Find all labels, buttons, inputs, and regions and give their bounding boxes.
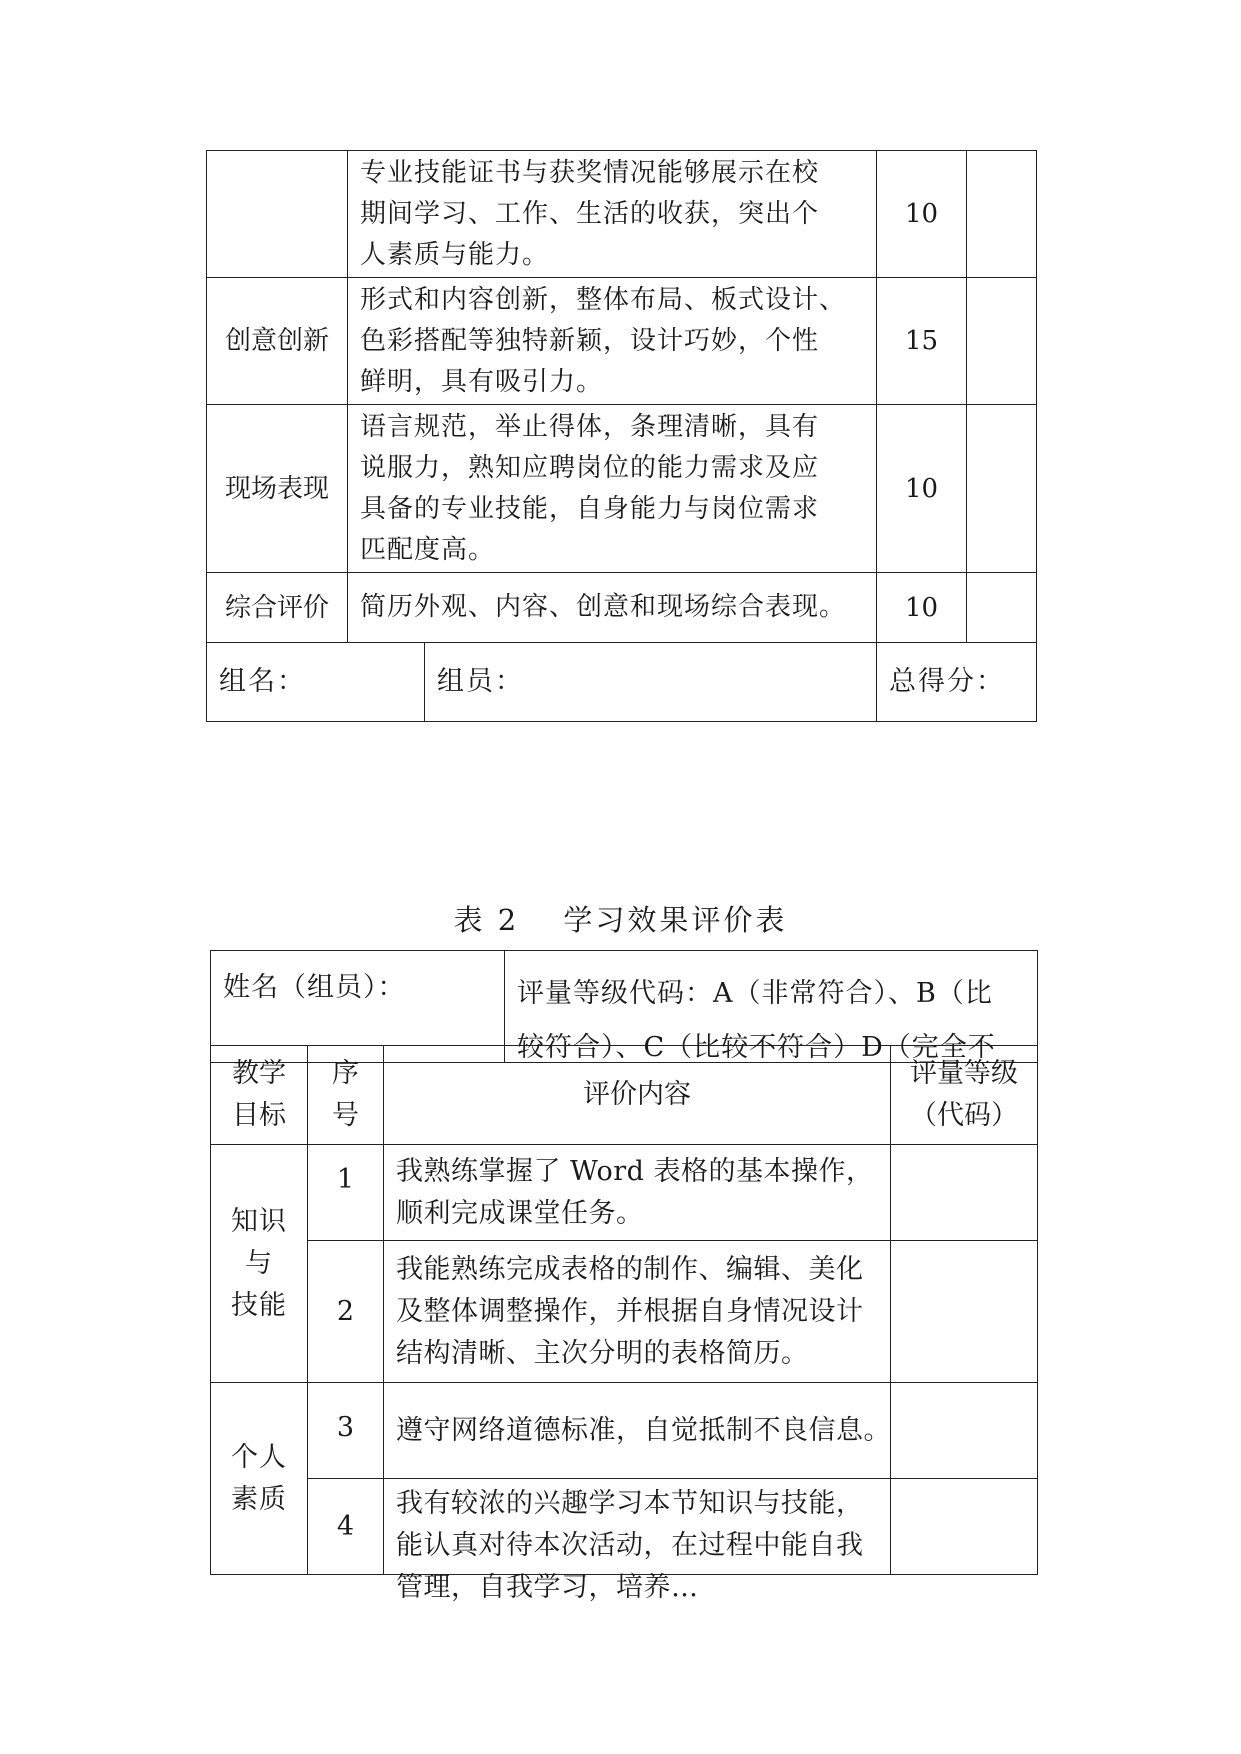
- criteria-score: 10: [877, 573, 967, 643]
- criteria-description: [348, 278, 877, 405]
- header-line: 评量等级: [910, 1058, 1018, 1089]
- desc-line: 人素质与能力。: [360, 239, 550, 270]
- header-line: 号: [332, 1100, 359, 1131]
- footer-row: [207, 643, 1037, 722]
- content-line: 我有较浓的兴趣学习本节知识与技能，: [396, 1488, 864, 1519]
- item-content: [384, 1145, 891, 1241]
- criteria-row: [207, 405, 1037, 573]
- item-content: [384, 1241, 891, 1383]
- goal-line: 与: [245, 1247, 273, 1279]
- content-line: 顺利完成课堂任务。: [396, 1197, 644, 1229]
- criteria-row: [207, 151, 1037, 278]
- item-number: 3: [308, 1383, 384, 1479]
- table-caption: 表 2 学习效果评价表: [453, 903, 788, 937]
- content-line: 管理，自我学习，培养…: [396, 1572, 699, 1603]
- goal-line: 知识: [231, 1205, 287, 1237]
- grade-input-cell[interactable]: [891, 1479, 1038, 1575]
- desc-line: 简历外观、内容、创意和现场综合表现。: [360, 592, 847, 622]
- content-line: 能认真对待本次活动，在过程中能自我: [396, 1530, 864, 1561]
- content-line: 及整体调整操作，并根据自身情况设计: [396, 1295, 864, 1327]
- criteria-item: 现场表现: [207, 405, 348, 573]
- desc-line: 形式和内容创新，整体布局、板式设计、: [360, 284, 847, 315]
- criteria-mark-cell[interactable]: [967, 278, 1037, 405]
- members-field[interactable]: 组员：: [425, 643, 877, 722]
- header-line: （代码）: [910, 1100, 1018, 1131]
- desc-line: 具备的专业技能，自身能力与岗位需求: [360, 493, 820, 524]
- header-line: 教学: [232, 1058, 286, 1089]
- content-line: 我熟练掌握了 Word 表格的基本操作，: [396, 1155, 874, 1187]
- goal-cell: [211, 1145, 308, 1383]
- col-header-goal: [211, 1046, 308, 1145]
- evaluation-row: [211, 1479, 1038, 1575]
- header-line: 目标: [232, 1100, 286, 1131]
- grade-code-line: 较符合）、C（比较不符合）D（完全不: [517, 1032, 996, 1063]
- desc-line: 匹配度高。: [360, 534, 496, 565]
- evaluation-row: [211, 1145, 1038, 1241]
- content-line: 结构清晰、主次分明的表格简历。: [396, 1337, 809, 1369]
- criteria-row: [207, 278, 1037, 405]
- criteria-item: 创意创新: [207, 278, 348, 405]
- evaluation-table: [210, 1045, 1038, 1603]
- content-line: 我能熟练完成表格的制作、编辑、美化: [396, 1253, 864, 1285]
- criteria-description: [348, 151, 877, 278]
- item-number: 2: [308, 1241, 384, 1383]
- evaluation-row: [211, 1241, 1038, 1383]
- criteria-score: 10: [877, 151, 967, 278]
- grade-input-cell[interactable]: [891, 1145, 1038, 1241]
- goal-line: 素质: [231, 1483, 287, 1515]
- grade-code-line: 评量等级代码：A（非常符合）、B（比: [517, 978, 993, 1009]
- goal-line: 个人: [231, 1441, 287, 1473]
- criteria-row: [207, 573, 1037, 643]
- content-line: 遵守网络道德标准，自觉抵制不良信息。: [396, 1414, 891, 1446]
- criteria-description: [348, 573, 877, 643]
- desc-line: 色彩搭配等独特新颖，设计巧妙，个性: [360, 325, 820, 356]
- criteria-score: 15: [877, 278, 967, 405]
- criteria-item: 综合评价: [207, 573, 348, 643]
- desc-line: 专业技能证书与获奖情况能够展示在校: [360, 157, 820, 188]
- col-header-grade: [891, 1046, 1038, 1145]
- desc-line: 说服力，熟知应聘岗位的能力需求及应: [360, 452, 820, 483]
- evaluation-row: [211, 1383, 1038, 1479]
- item-content: [384, 1383, 891, 1479]
- grade-input-cell[interactable]: [891, 1241, 1038, 1383]
- criteria-description: [348, 405, 877, 573]
- item-number: 1: [308, 1145, 384, 1241]
- criteria-mark-cell[interactable]: [967, 573, 1037, 643]
- header-line: 序: [332, 1058, 359, 1089]
- item-content: [384, 1479, 891, 1603]
- group-name-field[interactable]: 组名：: [207, 643, 425, 722]
- criteria-mark-cell[interactable]: [967, 151, 1037, 278]
- grade-input-cell[interactable]: [891, 1383, 1038, 1479]
- goal-cell: [211, 1383, 308, 1575]
- goal-line: 技能: [231, 1289, 287, 1321]
- criteria-score: 10: [877, 405, 967, 573]
- criteria-table: [206, 150, 1037, 722]
- desc-line: 期间学习、工作、生活的收获，突出个: [360, 198, 820, 229]
- content-clip: [396, 1479, 878, 1603]
- desc-line: 语言规范，举止得体，条理清晰，具有: [360, 411, 820, 442]
- item-number: 4: [308, 1479, 384, 1575]
- criteria-item: [207, 151, 348, 278]
- evaluation-header-row: [211, 1046, 1038, 1145]
- total-score-field[interactable]: 总得分：: [877, 643, 1037, 722]
- col-header-seq: [308, 1046, 384, 1145]
- criteria-mark-cell[interactable]: [967, 405, 1037, 573]
- desc-line: 鲜明，具有吸引力。: [360, 366, 604, 397]
- student-name-field[interactable]: 姓名（组员）：: [211, 951, 505, 1063]
- col-header-content: 评价内容: [384, 1046, 891, 1145]
